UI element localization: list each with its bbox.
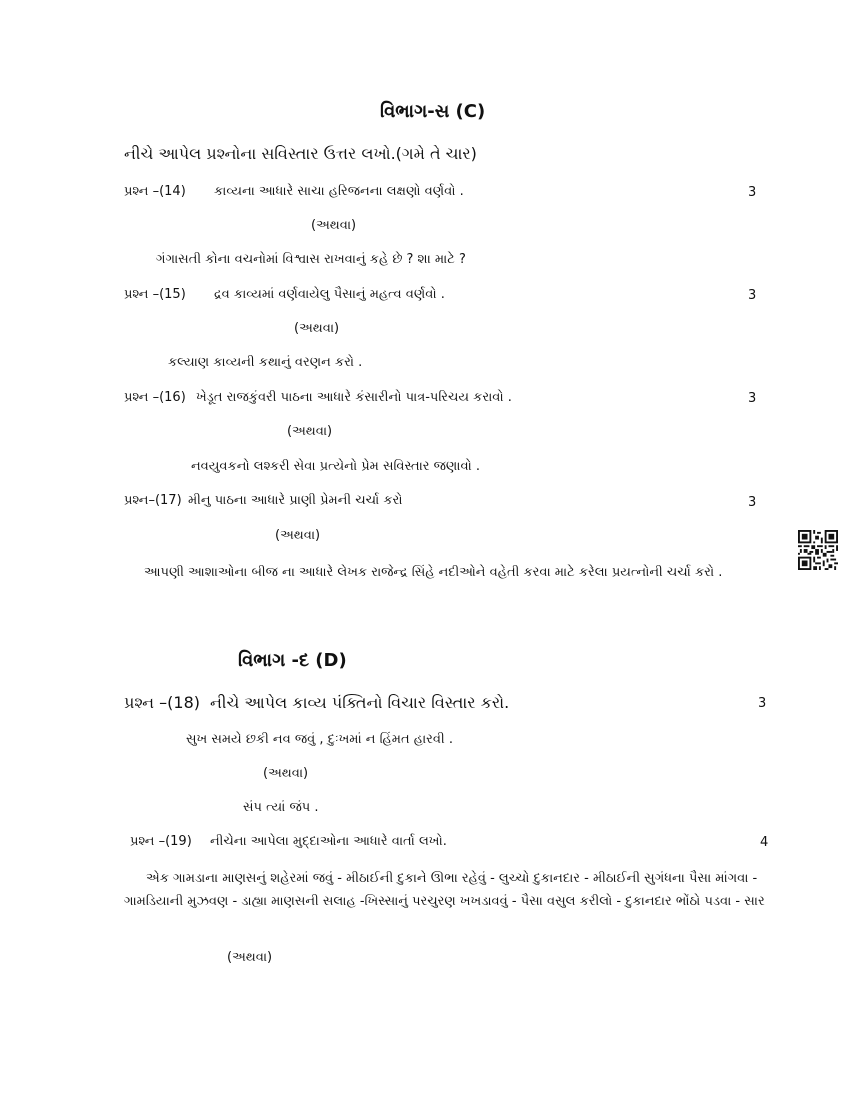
question-18-text: નીચે આપેલ કાવ્ય પંક્તિનો વિચાર વિસ્તાર કરો. — [210, 693, 510, 712]
question-18-alternative: સંપ ત્યાં જંપ . — [243, 800, 319, 815]
question-14-or: (અથવા) — [311, 218, 357, 233]
question-15-or: (અથવા) — [294, 321, 340, 336]
question-19-marks: 4 — [760, 835, 769, 850]
question-16-label: પ્રશ્ન –(16) — [124, 390, 186, 405]
question-17-marks: 3 — [748, 495, 757, 510]
question-16-marks: 3 — [748, 391, 757, 406]
question-15-alternative: કલ્યાણ કાવ્યની કથાનું વરણન કરો . — [168, 355, 363, 370]
question-14-text: કાવ્યના આધારે સાચા હરિજનના લક્ષણો વર્ણવો . — [214, 184, 464, 199]
question-14-marks: 3 — [748, 185, 757, 200]
qr-code-icon — [798, 530, 838, 570]
question-14-label: પ્રશ્ન –(14) — [124, 184, 186, 199]
question-17-label: પ્રશ્ન–(17) — [124, 493, 182, 508]
question-15-label: પ્રશ્ન –(15) — [124, 287, 186, 302]
section-c-heading: વિભાગ-સ (C) — [380, 101, 486, 122]
question-15-marks: 3 — [748, 288, 757, 303]
question-14-alternative: ગંગાસતી કોના વચનોમાં વિશ્વાસ રાખવાનું કહે છે ? શા માટે ? — [156, 252, 466, 267]
question-18-line: સુખ સમયે છકી નવ જવું , દુઃખમાં ન હિંમત હારવી . — [186, 732, 453, 747]
question-17-alternative: આપણી આશાઓના બીજ ના આધારે લેખક રાજેન્દ્ર સિંહે નદીઓને વહેતી કરવા માટે કરેલા પ્રયત્નોની ચર્ચા કરો . — [144, 565, 723, 580]
question-18-marks: 3 — [758, 696, 767, 711]
question-18-or: (અથવા) — [263, 766, 309, 781]
question-19-points: એક ગામડાના માણસનું શહેરમાં જવું - મીઠાઈની દુકાને ઊભા રહેવું - લુચ્ચો દુકાનદાર - મીઠાઈની સુગંધના પૈસા માંગવા - ગામડિયાની મુઝવણ - ડાહ્યા માણસની સલાહ -ખિસ્સાનું પરચુરણ ખખડાવવું - પૈસા વસુલ કરીલો - દુકાનદાર ભોંઠો પડવા - સાર — [124, 871, 765, 909]
question-16-or: (અથવા) — [287, 424, 333, 439]
question-16-alternative: નવયુવકનો લશ્કરી સેવા પ્રત્યેનો પ્રેમ સવિસ્તાર જણાવો . — [191, 459, 481, 474]
question-17-or: (અથવા) — [275, 528, 321, 543]
section-d-heading: વિભાગ -દ (D) — [238, 650, 347, 671]
section-c-instruction: નીચે આપેલ પ્રશ્નોના સવિસ્તાર ઉત્તર લખો.(ગમે તે ચાર) — [124, 144, 477, 163]
question-19-or: (અથવા) — [227, 950, 273, 965]
question-19-label: પ્રશ્ન –(19) — [130, 834, 192, 849]
question-18-label: પ્રશ્ન –(18) — [124, 693, 201, 712]
question-19-text: નીચેના આપેલા મુદ્દાઓના આધારે વાર્તા લખો. — [210, 834, 447, 849]
question-17-text: મીનુ પાઠના આધારે પ્રાણી પ્રેમની ચર્ચા કરો — [188, 493, 403, 508]
question-16-text: ખેડૂત રાજકુંવરી પાઠના આધારે કંસારીનો પાત્ર-પરિચય કરાવો . — [196, 390, 512, 405]
question-15-text: દ્રવ કાવ્યમાં વર્ણવાયેલુ પૈસાનું મહત્વ વર્ણવો . — [214, 287, 445, 302]
